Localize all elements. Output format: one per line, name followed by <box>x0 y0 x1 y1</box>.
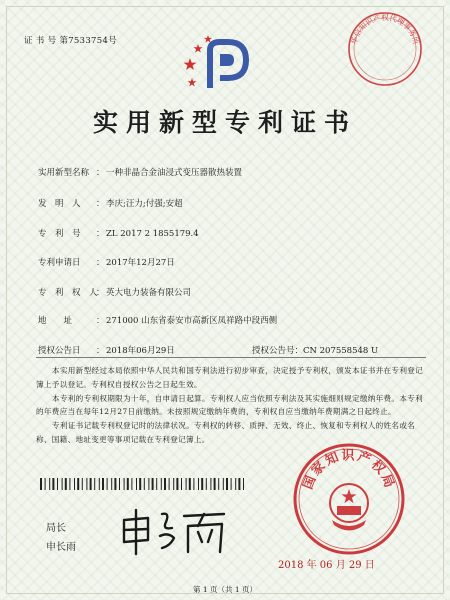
barcode-bar <box>156 478 157 490</box>
field-value: 2018年06月29日 <box>106 346 175 356</box>
barcode-bar <box>210 478 211 490</box>
barcode-bar <box>223 478 224 490</box>
field-application-date: 专利申请日 ：2017年12月27日 <box>38 258 175 268</box>
field-label: 专 利 号 <box>38 229 81 239</box>
cnipa-logo <box>184 32 250 94</box>
seal-date: 2018 年 06 月 29 日 <box>278 560 375 571</box>
barcode-bar <box>107 478 108 490</box>
barcode-bar <box>62 478 63 490</box>
barcode-bar <box>45 478 46 490</box>
barcode-bar <box>193 478 194 490</box>
seal-text: 国家知识产权局 <box>300 448 398 492</box>
field-label: 专利申请日 <box>38 258 81 268</box>
barcode-bar <box>77 478 79 490</box>
barcode-bar <box>99 478 100 490</box>
field-inventors: 发 明 人 ：李庆;汪力;付强;安超 <box>38 199 183 209</box>
barcode-bar <box>86 478 87 490</box>
barcode-bar <box>226 478 228 490</box>
barcode-bar <box>69 478 70 490</box>
barcode-bar <box>152 478 154 490</box>
barcode-bar <box>238 478 240 490</box>
barcode-bar <box>40 478 42 490</box>
barcode-bar <box>136 478 137 490</box>
grant-publication-number: 授权公告号：CN 207558548 U <box>252 346 379 356</box>
barcode-bar <box>161 478 162 490</box>
barcode-bar <box>52 478 54 490</box>
barcode-bar <box>148 478 149 490</box>
field-value: ZL 2017 2 1855179.4 <box>106 229 199 239</box>
field-address: 地 址 ：271000 山东省泰安市高新区凤祥路中段西侧 <box>38 316 278 326</box>
barcode-bar <box>94 478 95 490</box>
barcode-bar <box>127 478 129 490</box>
barcode-bar <box>119 478 120 490</box>
barcode-bar <box>139 478 141 490</box>
field-label: 授权公告日 <box>38 346 81 356</box>
field-patent-number: 专 利 号 ：ZL 2017 2 1855179.4 <box>38 229 199 239</box>
barcode-bar <box>49 478 50 490</box>
barcode-bar <box>131 478 132 490</box>
field-value: 271000 山东省泰安市高新区凤祥路中段西侧 <box>106 316 278 326</box>
barcode-bar <box>243 478 244 490</box>
barcode-bar <box>235 478 236 490</box>
barcode-bar <box>111 478 112 490</box>
field-label: 发 明 人 <box>38 199 81 209</box>
corner-stamp-text: 华信知识产权代理事务所 <box>349 13 421 46</box>
barcode-bar <box>206 478 207 490</box>
barcode-bar <box>181 478 182 490</box>
barcode-bar <box>144 478 145 490</box>
barcode-bar <box>114 478 116 490</box>
certificate-number: 证 书 号 第7533754号 <box>24 36 117 46</box>
barcode-bar <box>189 478 191 490</box>
field-utility-model-name: 实用新型名称 ：一种非晶合金油浸式变压器散热装置 <box>38 168 243 178</box>
barcode-bar <box>231 478 232 490</box>
barcode-bar <box>164 478 166 490</box>
page-footer: 第 1 页（共 1 页） <box>192 585 258 594</box>
barcode-bar <box>176 478 178 490</box>
paragraph-legal-status: 专利证书记载专利权登记时的法律状况。专利权的转移、质押、无效、终止、恢复和专利权人的姓名或名称、国籍、地址变更等事项记载在专利登记簿上。 <box>36 421 416 444</box>
field-label: 实用新型名称 <box>38 168 90 178</box>
field-label: 地 址 <box>38 316 73 326</box>
field-grant-date: 授权公告日 ：2018年06月29日 <box>38 346 175 356</box>
paragraph-grant: 本实用新型经过本局依照中华人民共和国专利法进行初步审查，决定授予专利权，颁发本证书并在专利登记簿上予以登记。专利权自授权公告之日起生效。 <box>36 366 423 389</box>
field-value: 2017年12月27日 <box>106 258 175 268</box>
field-label: 专 利 权 人 <box>38 288 98 298</box>
field-value: 一种非晶合金油浸式变压器散热装置 <box>106 168 243 178</box>
barcode-bar <box>214 478 216 490</box>
certificate-title: 实用新型专利证书 <box>92 108 357 137</box>
barcode-bar <box>124 478 125 490</box>
corner-stamp <box>346 10 424 88</box>
divider <box>36 357 426 358</box>
barcode-bar <box>82 478 83 490</box>
barcode-bar <box>102 478 104 490</box>
barcode-bar <box>65 478 67 490</box>
field-value: 李庆;汪力;付强;安超 <box>106 199 183 209</box>
director-title: 局长 <box>46 523 66 534</box>
certificate-body <box>36 364 424 447</box>
barcode-bar <box>57 478 58 490</box>
barcode <box>40 478 248 490</box>
barcode-bar <box>90 478 92 490</box>
barcode-bar <box>169 478 170 490</box>
barcode-bar <box>74 478 75 490</box>
field-value: 英大电力装备有限公司 <box>106 288 192 298</box>
barcode-bar <box>218 478 219 490</box>
official-seal <box>290 440 408 558</box>
barcode-bar <box>201 478 203 490</box>
svg-text:华信知识产权代理事务所 <box>348 12 421 46</box>
paragraph-term: 本专利的专利权期限为十年，自申请日起算。专利权人应当依照专利法及其实施细则规定缴纳年费。本专利的年费应当在每年12月27日前缴纳。未按照规定缴纳年费的，专利权自应当缴纳年费期满之日起终止。 <box>36 393 423 417</box>
barcode-bar <box>186 478 187 490</box>
barcode-bar <box>173 478 174 490</box>
handwritten-signature <box>118 506 230 556</box>
barcode-bar <box>198 478 199 490</box>
director-name: 申长雨 <box>46 542 76 553</box>
field-patentee: 专 利 权 人：英大电力装备有限公司 <box>38 288 192 298</box>
